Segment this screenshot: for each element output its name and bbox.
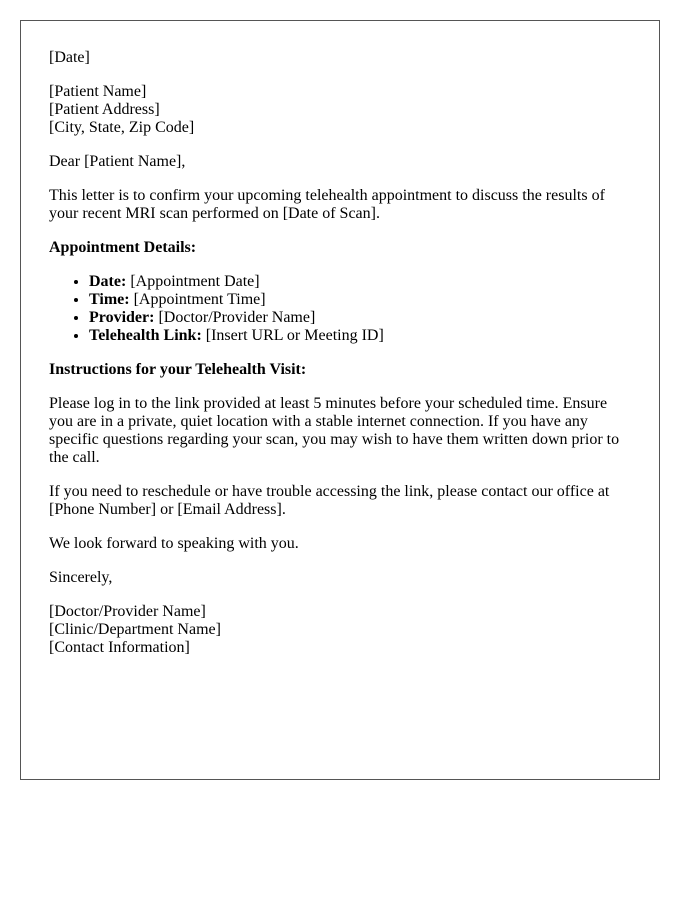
appointment-date-label: Date: [89,273,127,290]
appointment-provider-item [89,309,631,327]
appointment-details-list [49,273,631,345]
signature-contact: [Contact Information] [49,639,190,656]
recipient-name: [Patient Name] [49,83,147,100]
salutation: Dear [Patient Name], [49,153,186,170]
appointment-time-label: Time: [89,291,130,308]
instructions-heading: Instructions for your Telehealth Visit: [49,361,307,378]
letter-date: [Date] [49,49,90,66]
appointment-time-item [89,291,631,309]
intro-paragraph: This letter is to confirm your upcoming telehealth appointment to discuss the results of your recent MRI scan performed on [Date of Scan]. [49,187,605,222]
signature-block [49,603,631,657]
appointment-date-value: [Appointment Date] [130,273,260,290]
appointment-link-value: [Insert URL or Meeting ID] [205,327,384,344]
appointment-provider-value: [Doctor/Provider Name] [158,309,316,326]
letter-page [20,20,660,780]
appointment-provider-label: Provider: [89,309,155,326]
appointment-link-label: Telehealth Link: [89,327,202,344]
recipient-address: [Patient Address] [49,101,160,118]
signature-department: [Clinic/Department Name] [49,621,221,638]
instructions-paragraph: Please log in to the link provided at least 5 minutes before your scheduled time. Ensure you are in a private, quiet location with a stable internet connection. If you have any specific questions regarding your scan, you may wish to have them written down prior to the call. [49,395,620,466]
reschedule-paragraph: If you need to reschedule or have trouble accessing the link, please contact our office at [Phone Number] or [Email Address]. [49,483,610,518]
signature-provider: [Doctor/Provider Name] [49,603,206,620]
appointment-date-item [89,273,631,291]
closing-remark: We look forward to speaking with you. [49,535,299,552]
recipient-address-block [49,83,631,137]
recipient-city-state-zip: [City, State, Zip Code] [49,119,195,136]
sign-off: Sincerely, [49,569,113,586]
appointment-details-heading: Appointment Details: [49,239,197,256]
appointment-time-value: [Appointment Time] [133,291,266,308]
appointment-link-item [89,327,631,345]
